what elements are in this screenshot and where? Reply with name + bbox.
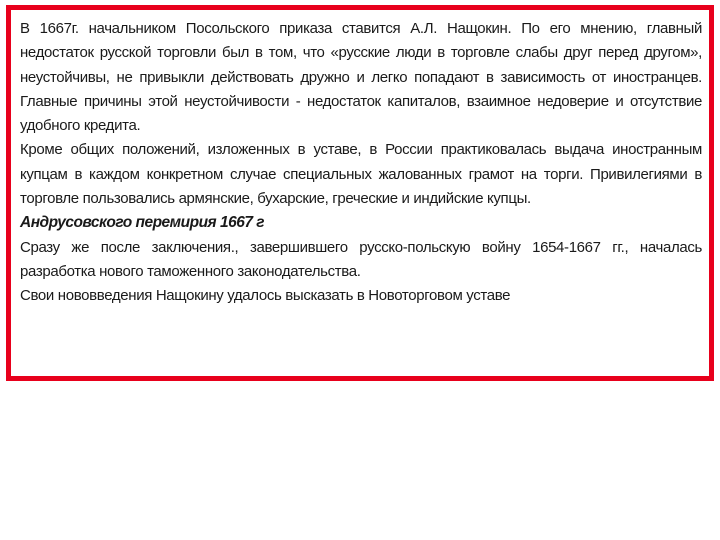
paragraph-foreign-merchants: Кроме общих положений, изложенных в уставе, в России практиковалась выдача иностранным купцам в каждом конкретном случае специальных жалованных грамот на торги. Привилегиями в торговле пользовались армянские, бухарские, греческие и индийские купцы. bbox=[20, 141, 702, 208]
paragraph-nashchokin-appointment: В 1667г. начальником Посольского приказа ставится А.Л. Нащокин. По его мнению, главный недостаток русской торговли был в том, что «русские люди в торговле слабы друг перед другом», неустойчивы, не привыкли действовать дружно и легко попадают в зависимость от иностранцев. Главные причины этой неустойчивости - недостаток капиталов, взаимное недоверие и отсутствие удобного кредита. bbox=[20, 20, 702, 135]
paragraph-new-trade-charter: Свои нововведения Нащокину удалось высказать в Новоторговом уставе bbox=[20, 287, 511, 305]
heading-andrusovo-truce: Андрусовского перемирия 1667 г bbox=[20, 214, 265, 232]
paragraph-customs-legislation: Сразу же после заключения., завершившего русско-польскую войну 1654-1667 гг., началась разработка нового таможенного законодательства. bbox=[20, 238, 702, 280]
slide-frame bbox=[6, 5, 714, 381]
text-body bbox=[20, 17, 702, 309]
